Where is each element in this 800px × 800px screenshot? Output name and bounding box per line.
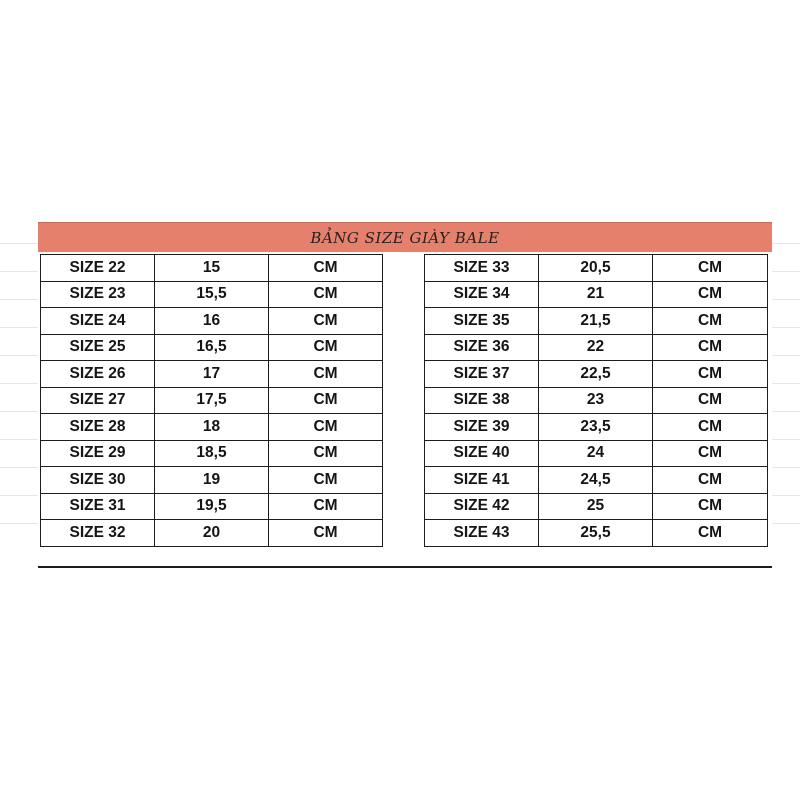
size-label-cell: SIZE 43 bbox=[425, 520, 539, 547]
foot-length-cell: 23,5 bbox=[539, 414, 653, 441]
table-row bbox=[41, 334, 383, 361]
unit-cell: CM bbox=[269, 255, 383, 282]
unit-cell: CM bbox=[269, 440, 383, 467]
foot-length-cell: 19 bbox=[155, 467, 269, 494]
unit-cell: CM bbox=[653, 361, 768, 388]
table-row bbox=[425, 255, 768, 282]
size-table-left bbox=[40, 254, 383, 547]
foot-length-cell: 17 bbox=[155, 361, 269, 388]
table-row bbox=[41, 387, 383, 414]
size-label-cell: SIZE 32 bbox=[41, 520, 155, 547]
foot-length-cell: 21,5 bbox=[539, 308, 653, 335]
table-row bbox=[425, 440, 768, 467]
foot-length-cell: 16 bbox=[155, 308, 269, 335]
table-row bbox=[41, 414, 383, 441]
table-row bbox=[425, 361, 768, 388]
size-label-cell: SIZE 40 bbox=[425, 440, 539, 467]
size-label-cell: SIZE 35 bbox=[425, 308, 539, 335]
foot-length-cell: 19,5 bbox=[155, 493, 269, 520]
foot-length-cell: 20 bbox=[155, 520, 269, 547]
size-label-cell: SIZE 36 bbox=[425, 334, 539, 361]
unit-cell: CM bbox=[269, 414, 383, 441]
size-label-cell: SIZE 26 bbox=[41, 361, 155, 388]
size-label-cell: SIZE 34 bbox=[425, 281, 539, 308]
unit-cell: CM bbox=[269, 387, 383, 414]
size-chart-table bbox=[38, 252, 772, 568]
table-row bbox=[425, 414, 768, 441]
spreadsheet-gridlines-right bbox=[772, 216, 800, 546]
foot-length-cell: 18 bbox=[155, 414, 269, 441]
foot-length-cell: 25,5 bbox=[539, 520, 653, 547]
size-label-cell: SIZE 24 bbox=[41, 308, 155, 335]
size-label-cell: SIZE 27 bbox=[41, 387, 155, 414]
table-row bbox=[425, 520, 768, 547]
unit-cell: CM bbox=[653, 334, 768, 361]
unit-cell: CM bbox=[269, 334, 383, 361]
table-row bbox=[41, 520, 383, 547]
table-row bbox=[41, 308, 383, 335]
foot-length-cell: 20,5 bbox=[539, 255, 653, 282]
unit-cell: CM bbox=[653, 308, 768, 335]
unit-cell: CM bbox=[269, 467, 383, 494]
size-label-cell: SIZE 42 bbox=[425, 493, 539, 520]
size-table-right bbox=[424, 254, 768, 547]
size-label-cell: SIZE 30 bbox=[41, 467, 155, 494]
size-chart-title: BẢNG SIZE GIÀY BALE bbox=[310, 229, 500, 247]
foot-length-cell: 21 bbox=[539, 281, 653, 308]
unit-cell: CM bbox=[653, 414, 768, 441]
foot-length-cell: 22 bbox=[539, 334, 653, 361]
unit-cell: CM bbox=[269, 493, 383, 520]
unit-cell: CM bbox=[653, 440, 768, 467]
size-label-cell: SIZE 25 bbox=[41, 334, 155, 361]
table-row bbox=[425, 493, 768, 520]
foot-length-cell: 15,5 bbox=[155, 281, 269, 308]
foot-length-cell: 16,5 bbox=[155, 334, 269, 361]
unit-cell: CM bbox=[653, 387, 768, 414]
size-label-cell: SIZE 29 bbox=[41, 440, 155, 467]
foot-length-cell: 15 bbox=[155, 255, 269, 282]
size-label-cell: SIZE 28 bbox=[41, 414, 155, 441]
unit-cell: CM bbox=[653, 467, 768, 494]
unit-cell: CM bbox=[269, 281, 383, 308]
table-row bbox=[41, 281, 383, 308]
table-row bbox=[41, 467, 383, 494]
table-row bbox=[425, 308, 768, 335]
size-label-cell: SIZE 38 bbox=[425, 387, 539, 414]
table-row bbox=[425, 334, 768, 361]
size-label-cell: SIZE 41 bbox=[425, 467, 539, 494]
unit-cell: CM bbox=[653, 281, 768, 308]
table-row bbox=[41, 440, 383, 467]
size-label-cell: SIZE 31 bbox=[41, 493, 155, 520]
column-gap bbox=[383, 252, 421, 568]
table-row bbox=[425, 387, 768, 414]
foot-length-cell: 17,5 bbox=[155, 387, 269, 414]
foot-length-cell: 24,5 bbox=[539, 467, 653, 494]
size-label-cell: SIZE 23 bbox=[41, 281, 155, 308]
table-row bbox=[41, 493, 383, 520]
unit-cell: CM bbox=[653, 493, 768, 520]
foot-length-cell: 24 bbox=[539, 440, 653, 467]
size-label-cell: SIZE 37 bbox=[425, 361, 539, 388]
size-label-cell: SIZE 39 bbox=[425, 414, 539, 441]
unit-cell: CM bbox=[653, 520, 768, 547]
unit-cell: CM bbox=[269, 520, 383, 547]
unit-cell: CM bbox=[269, 361, 383, 388]
unit-cell: CM bbox=[653, 255, 768, 282]
table-row bbox=[41, 361, 383, 388]
size-label-cell: SIZE 33 bbox=[425, 255, 539, 282]
foot-length-cell: 18,5 bbox=[155, 440, 269, 467]
size-chart-header bbox=[38, 222, 772, 253]
spreadsheet-gridlines-left bbox=[0, 216, 40, 546]
foot-length-cell: 23 bbox=[539, 387, 653, 414]
foot-length-cell: 25 bbox=[539, 493, 653, 520]
foot-length-cell: 22,5 bbox=[539, 361, 653, 388]
table-row bbox=[425, 467, 768, 494]
table-row bbox=[425, 281, 768, 308]
table-row bbox=[41, 255, 383, 282]
unit-cell: CM bbox=[269, 308, 383, 335]
size-label-cell: SIZE 22 bbox=[41, 255, 155, 282]
table-bottom-border bbox=[38, 566, 772, 568]
